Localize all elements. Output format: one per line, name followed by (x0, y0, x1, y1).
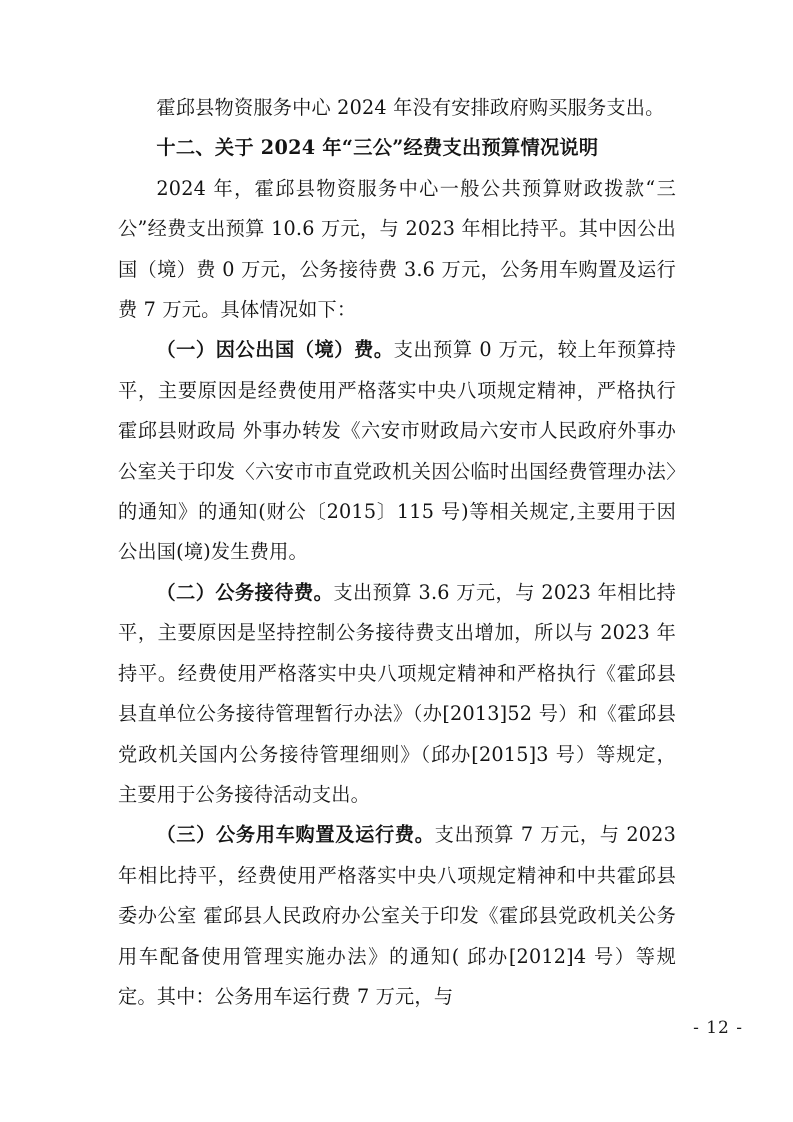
paragraph-item-1 (118, 330, 676, 572)
paragraph-item-2 (118, 573, 676, 815)
paragraph-item-2-text: 支出预算 3.6 万元，与 2023 年相比持平，主要原因是坚持控制公务接待费支出增加，所以与 2023 年持平。经费使用严格落实中央八项规定精神和严格执行《霍邱县县直单位公务接待管理暂行办法》（办[2013]52 号）和《霍邱县党政机关国内公务接待管理细则》（邱办[2015]3 号）等规定，主要用于公务接待活动支出。 (118, 580, 676, 806)
paragraph-item-3-lead: （三）公务用车购置及运行费。 (156, 823, 435, 847)
paragraph-item-3 (118, 815, 676, 1017)
paragraph-item-2-lead: （二）公务接待费。 (156, 580, 334, 604)
paragraph-item-3-text: 支出预算 7 万元，与 2023 年相比持平，经费使用严格落实中央八项规定精神和中共霍邱县委办公室 霍邱县人民政府办公室关于印发《霍邱县党政机关公务用车配备使用管理实施办法》的通知( 邱办[2012]4 号）等规定。其中：公务用车运行费 7 万元，与 (118, 823, 676, 1008)
paragraph-intro: 霍邱县物资服务中心 2024 年没有安排政府购买服务支出。 (156, 96, 665, 119)
paragraph-overview: 2024 年，霍邱县物资服务中心一般公共预算财政拨款“三公”经费支出预算 10.6 万元，与 2023 年相比持平。其中因公出国（境）费 0 万元，公务接待费 3.6 万元，公务用车购置及运行费 7 万元。具体情况如下： (118, 176, 676, 322)
paragraph-item-1-text: 支出预算 0 万元，较上年预算持平，主要原因是经费使用严格落实中央八项规定精神，严格执行霍邱县财政局 外事办转发《六安市财政局六安市人民政府外事办公室关于印发〈六安市市直党政机关因公临时出国经费管理办法〉的通知》的通知(财公〔2015〕115 号)等相关规定,主要用于因公出国(境)发生费用。 (118, 338, 677, 564)
document-body (118, 88, 676, 1017)
paragraph-item-1-lead: （一）因公出国（境）费。 (156, 338, 394, 362)
section-heading: 十二、关于 2024 年“三公”经费支出预算情况说明 (156, 136, 599, 160)
page-number: - 12 - (693, 1018, 743, 1038)
